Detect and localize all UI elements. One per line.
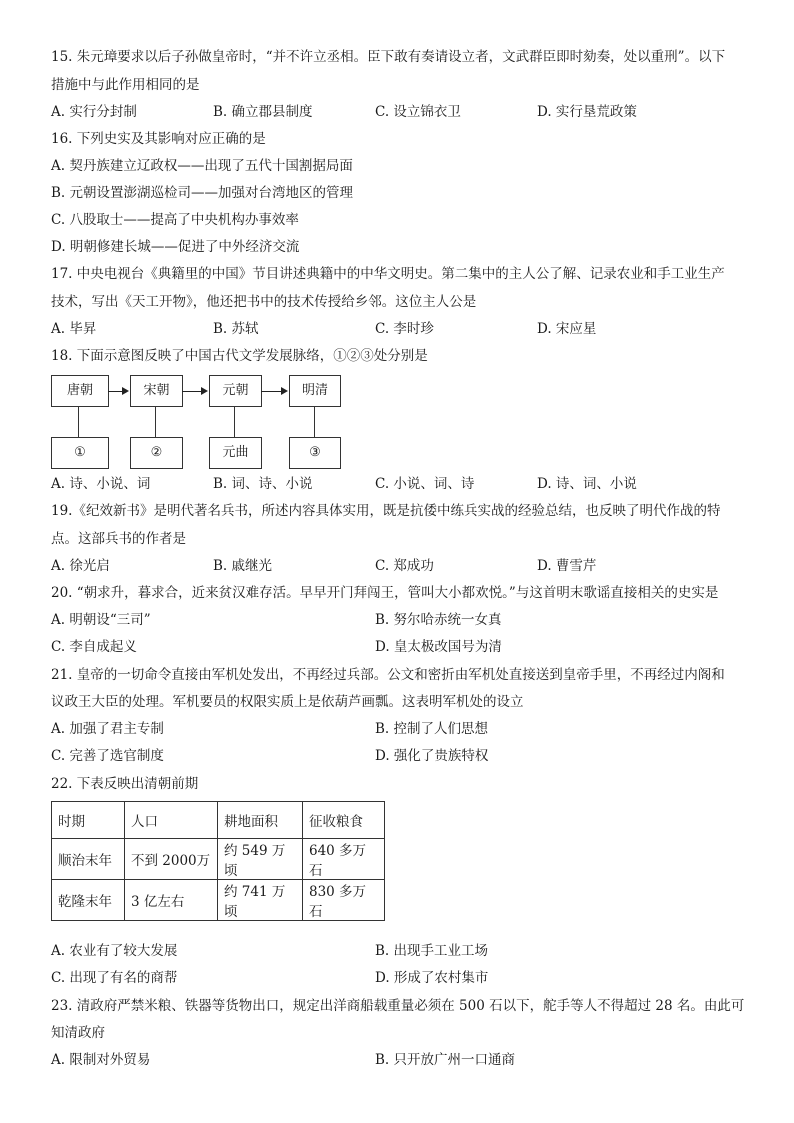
diagram-blank-1: ① [51, 437, 109, 469]
q22-option-d: D. 形成了农村集市 [375, 970, 489, 986]
diagram-box-tang: 唐朝 [51, 375, 109, 407]
q16-stem: 16. 下列史实及其影响对应正确的是 [51, 131, 266, 147]
q17-stem-line1: 17. 中央电视台《典籍里的中国》节目讲述典籍中的中华文明史。第二集中的主人公了解、记录农业和手工业生产 [51, 266, 725, 282]
q16-option-a: A. 契丹族建立辽政权——出现了五代十国割据局面 [51, 158, 353, 174]
table-row [52, 839, 385, 880]
q19-stem-line1: 19.《纪效新书》是明代著名兵书，所述内容具体实用，既是抗倭中练兵实战的经验总结，也反映了明代作战的特 [51, 503, 721, 519]
q22-data-table [51, 801, 385, 921]
table-header-cell: 征收粮食 [303, 802, 385, 839]
q15-option-a: A. 实行分封制 [51, 104, 137, 120]
q15-stem-line1: 15. 朱元璋要求以后子孙做皇帝时，“并不许立丞相。臣下敢有奏请设立者，文武群臣即时劾奏，处以重刑”。以下 [51, 49, 726, 65]
table-cell: 3 亿左右 [125, 880, 218, 921]
table-cell: 乾隆末年 [52, 880, 125, 921]
q15-option-b: B. 确立郡县制度 [213, 104, 313, 120]
diagram-arrow-2 [182, 391, 206, 392]
diagram-box-song: 宋朝 [130, 375, 183, 407]
diagram-connector-4 [314, 406, 315, 437]
diagram-box-yuanqu: 元曲 [209, 437, 262, 469]
table-cell: 640 多万石 [303, 839, 385, 880]
diagram-connector-3 [234, 406, 235, 437]
q20-option-d: D. 皇太极改国号为清 [375, 639, 502, 655]
q16-option-b: B. 元朝设置澎湖巡检司——加强对台湾地区的管理 [51, 185, 354, 201]
table-cell: 830 多万石 [303, 880, 385, 921]
q21-stem-line1: 21. 皇帝的一切命令直接由军机处发出，不再经过兵部。公文和密折由军机处直接送到皇帝手里，不再经过内阁和 [51, 667, 725, 683]
diagram-box-yuan: 元朝 [209, 375, 262, 407]
q15-option-d: D. 实行垦荒政策 [537, 104, 637, 120]
q20-stem: 20. “朝求升，暮求合，近来贫汉难存活。早早开门拜闯王，管叫大小都欢悦。”与这首明末歌谣直接相关的史实是 [51, 585, 719, 601]
q19-option-b: B. 戚继光 [213, 558, 273, 574]
q22-option-a: A. 农业有了较大发展 [51, 943, 178, 959]
q16-option-c: C. 八股取士——提高了中央机构办事效率 [51, 212, 299, 228]
q21-option-b: B. 控制了人们思想 [375, 721, 489, 737]
q23-option-a: A. 限制对外贸易 [51, 1052, 151, 1068]
diagram-connector-2 [155, 406, 156, 437]
q22-stem: 22. 下表反映出清朝前期 [51, 776, 199, 792]
q20-option-b: B. 努尔哈赤统一女真 [375, 612, 502, 628]
q21-option-c: C. 完善了选官制度 [51, 748, 164, 764]
q19-stem-line2: 点。这部兵书的作者是 [51, 531, 186, 547]
q17-option-c: C. 李时珍 [375, 321, 434, 337]
table-header-cell: 时期 [52, 802, 125, 839]
table-cell: 约 741 万顷 [218, 880, 303, 921]
diagram-connector-1 [78, 406, 79, 437]
q17-option-a: A. 毕昇 [51, 321, 97, 337]
q23-stem-line1: 23. 清政府严禁米粮、铁器等货物出口，规定出洋商船载重量必须在 500 石以下，舵手等人不得超过 28 名。由此可 [51, 998, 745, 1014]
q18-stem: 18. 下面示意图反映了中国古代文学发展脉络，①②③处分别是 [51, 348, 428, 364]
q20-option-a: A. 明朝设“三司” [51, 612, 151, 628]
q20-option-c: C. 李自成起义 [51, 639, 137, 655]
q15-stem-line2: 措施中与此作用相同的是 [51, 77, 200, 93]
diagram-blank-2: ② [130, 437, 183, 469]
q21-option-a: A. 加强了君主专制 [51, 721, 164, 737]
q23-stem-line2: 知清政府 [51, 1025, 105, 1041]
q17-option-d: D. 宋应星 [537, 321, 597, 337]
table-cell: 顺治末年 [52, 839, 125, 880]
table-cell: 约 549 万顷 [218, 839, 303, 880]
q23-option-b: B. 只开放广州一口通商 [375, 1052, 516, 1068]
table-header-cell: 耕地面积 [218, 802, 303, 839]
q21-option-d: D. 强化了贵族特权 [375, 748, 489, 764]
q19-option-d: D. 曹雪芹 [537, 558, 597, 574]
q21-stem-line2: 议政王大臣的处理。军机要员的权限实质上是依葫芦画瓢。这表明军机处的设立 [51, 694, 524, 710]
table-header-cell: 人口 [125, 802, 218, 839]
table-cell: 不到 2000万 [125, 839, 218, 880]
q16-option-d: D. 明朝修建长城——促进了中外经济交流 [51, 239, 300, 255]
q18-option-a: A. 诗、小说、词 [51, 476, 151, 492]
diagram-arrow-1 [108, 391, 127, 392]
q17-option-b: B. 苏轼 [213, 321, 259, 337]
q19-option-c: C. 郑成功 [375, 558, 434, 574]
q22-option-b: B. 出现手工业工场 [375, 943, 489, 959]
diagram-blank-3: ③ [289, 437, 341, 469]
q17-stem-line2: 技术，写出《天工开物》，他还把书中的技术传授给乡邻。这位主人公是 [51, 294, 477, 310]
q19-option-a: A. 徐光启 [51, 558, 110, 574]
table-row [52, 880, 385, 921]
q18-option-c: C. 小说、词、诗 [375, 476, 475, 492]
diagram-box-mingqing: 明清 [289, 375, 341, 407]
table-header-row [52, 802, 385, 839]
diagram-arrow-3 [261, 391, 286, 392]
q18-option-b: B. 词、诗、小说 [213, 476, 313, 492]
q22-option-c: C. 出现了有名的商帮 [51, 970, 178, 986]
q15-option-c: C. 设立锦衣卫 [375, 104, 461, 120]
q18-option-d: D. 诗、词、小说 [537, 476, 637, 492]
